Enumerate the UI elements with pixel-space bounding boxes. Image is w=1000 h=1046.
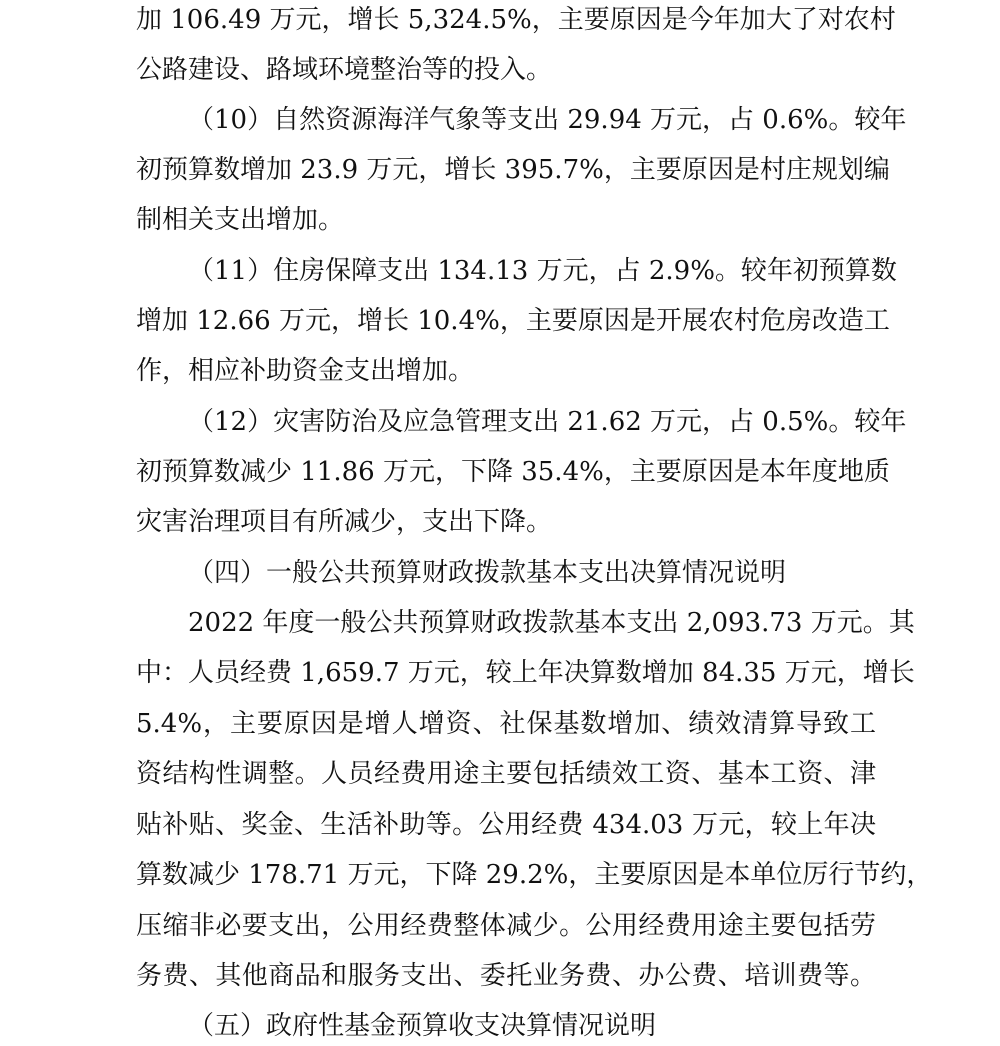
paragraph-10-first-line: （10）自然资源海洋气象等支出 29.94 万元，占 0.6%。较年 — [188, 105, 907, 135]
text-line: 资结构性调整。人员经费用途主要包括绩效工资、基本工资、津 — [136, 759, 876, 789]
paragraph-12-first-line: （12）灾害防治及应急管理支出 21.62 万元，占 0.5%。较年 — [188, 407, 907, 437]
text-line: 中：人员经费 1,659.7 万元，较上年决算数增加 84.35 万元，增长 — [136, 658, 915, 688]
text-line: 初预算数减少 11.86 万元，下降 35.4%，主要原因是本年度地质 — [136, 457, 890, 487]
section-heading-5: （五）政府性基金预算收支决算情况说明 — [188, 1011, 657, 1041]
text-line: 增加 12.66 万元，增长 10.4%，主要原因是开展农村危房改造工 — [136, 306, 890, 336]
text-line: 加 106.49 万元，增长 5,324.5%，主要原因是今年加大了对农村 — [136, 5, 896, 35]
paragraph-11-first-line: （11）住房保障支出 134.13 万元，占 2.9%。较年初预算数 — [188, 256, 897, 286]
text-line: 压缩非必要支出，公用经费整体减少。公用经费用途主要包括劳 — [136, 911, 876, 941]
section-heading-4: （四）一般公共预算财政拨款基本支出决算情况说明 — [188, 558, 787, 588]
text-line: 灾害治理项目有所减少，支出下降。 — [136, 507, 553, 537]
text-line: 5.4%，主要原因是增人增资、社保基数增加、绩效清算导致工 — [136, 709, 876, 739]
text-line: 作，相应补助资金支出增加。 — [136, 356, 475, 386]
text-line: 初预算数增加 23.9 万元，增长 395.7%，主要原因是村庄规划编 — [136, 155, 890, 185]
text-line: 制相关支出增加。 — [136, 205, 345, 235]
text-line: 算数减少 178.71 万元，下降 29.2%，主要原因是本单位厉行节约， — [136, 860, 933, 890]
text-line: 务费、其他商品和服务支出、委托业务费、办公费、培训费等。 — [136, 961, 876, 991]
paragraph-basic-expenditure-first-line: 2022 年度一般公共预算财政拨款基本支出 2,093.73 万元。其 — [188, 608, 915, 638]
text-line: 贴补贴、奖金、生活补助等。公用经费 434.03 万元，较上年决 — [136, 810, 876, 840]
text-line: 公路建设、路域环境整治等的投入。 — [136, 55, 553, 85]
